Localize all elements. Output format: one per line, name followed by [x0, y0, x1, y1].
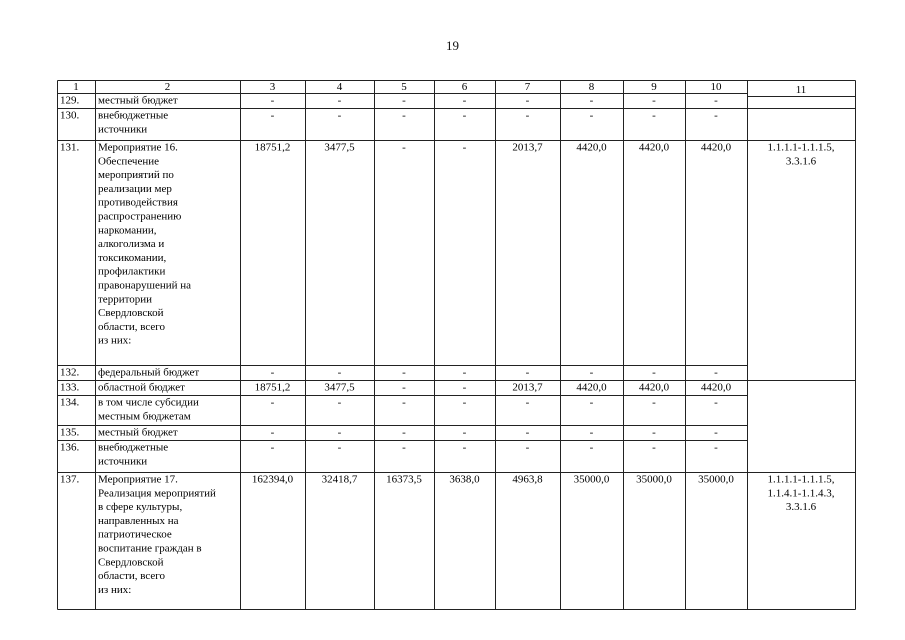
row-number: 130. — [60, 109, 80, 122]
target-indicator: 3.3.1.6 — [785, 501, 817, 514]
header-cell-8: 8 — [588, 81, 595, 93]
value-cell-col-4: - — [337, 94, 342, 107]
row-number: 129. — [60, 94, 80, 107]
value-cell-col-3: 162394,0 — [251, 473, 294, 486]
value-cell-col-7: - — [525, 366, 530, 379]
value-cell-col-6: - — [462, 366, 467, 379]
value-cell-col-9: - — [652, 426, 656, 439]
target-indicator: 1.1.1.1-1.1.1.5, — [767, 473, 835, 486]
value-cell-col-8: - — [589, 109, 594, 122]
row-name-line: из них: — [98, 334, 132, 347]
value-cell-col-5: - — [402, 426, 406, 439]
value-cell-col-4: 3477,5 — [324, 141, 355, 154]
value-cell-col-10: 35000,0 — [698, 473, 734, 486]
row-name-line: профилактики — [98, 265, 166, 278]
value-cell-col-7: 2013,7 — [512, 381, 543, 394]
row-name-line: области, всего — [98, 570, 166, 583]
value-cell-col-3: - — [270, 109, 275, 122]
value-cell-col-7: - — [525, 426, 530, 439]
value-cell-col-4: - — [337, 366, 342, 379]
row-name-line: воспитание граждан в — [98, 542, 202, 555]
value-cell-col-6: 3638,0 — [449, 473, 480, 486]
header-cell-3: 3 — [269, 81, 276, 93]
row-name-line: Свердловской — [98, 307, 164, 320]
row-name-line: местный бюджет — [98, 426, 178, 439]
value-cell-col-10: - — [714, 366, 718, 379]
row-name-line: источники — [98, 455, 148, 468]
value-cell-col-6: - — [462, 441, 467, 454]
value-cell-col-4: - — [337, 396, 342, 409]
row-name-line: местный бюджет — [98, 94, 178, 107]
value-cell-col-10: 4420,0 — [700, 141, 732, 154]
value-cell-col-3: - — [270, 366, 275, 379]
row-name-line: внебюджетные — [98, 109, 169, 122]
value-cell-col-5: - — [402, 396, 406, 409]
value-cell-col-10: - — [714, 109, 718, 122]
value-cell-col-5: - — [402, 441, 406, 454]
value-cell-col-5: - — [402, 366, 406, 379]
row-name-line: в том числе субсидии — [98, 396, 199, 409]
value-cell-col-9: - — [652, 366, 656, 379]
row-name-line: токсикомании, — [98, 251, 167, 264]
value-cell-col-7: - — [525, 396, 530, 409]
row-number: 136. — [60, 441, 80, 454]
value-cell-col-8: - — [589, 426, 594, 439]
row-name-line: в сфере культуры, — [98, 501, 183, 514]
value-cell-col-4: 32418,7 — [321, 473, 358, 486]
row-number: 132. — [60, 366, 80, 379]
row-name-line: местным бюджетам — [98, 410, 191, 423]
value-cell-col-3: - — [270, 426, 275, 439]
value-cell-col-3: - — [270, 396, 275, 409]
row-name-line: Свердловской — [98, 556, 164, 569]
value-cell-col-3: 18751,2 — [254, 141, 291, 154]
row-name-line: направленных на — [98, 514, 179, 527]
header-cell-7: 7 — [524, 81, 531, 93]
row-name-line: противодействия — [98, 196, 178, 209]
value-cell-col-10: - — [714, 441, 718, 454]
value-cell-col-6: - — [462, 426, 467, 439]
value-cell-col-4: - — [337, 441, 342, 454]
row-number: 131. — [60, 141, 80, 154]
row-name-line: правонарушений на — [98, 279, 192, 292]
value-cell-col-8: 4420,0 — [576, 381, 607, 394]
value-cell-col-8: 4420,0 — [576, 141, 607, 154]
header-cell-11: 11 — [795, 84, 807, 96]
row-number: 135. — [60, 426, 80, 439]
header-cell-9: 9 — [651, 81, 657, 93]
value-cell-col-8: - — [589, 441, 594, 454]
value-cell-col-10: - — [714, 396, 718, 409]
value-cell-col-4: 3477,5 — [324, 381, 355, 394]
value-cell-col-6: - — [462, 396, 467, 409]
value-cell-col-8: - — [589, 366, 594, 379]
row-name-line: алкоголизма и — [98, 238, 165, 251]
value-cell-col-9: 4420,0 — [638, 381, 670, 394]
row-name-line: территории — [98, 293, 153, 306]
value-cell-col-3: - — [270, 441, 275, 454]
row-name-line: наркомании, — [98, 224, 157, 237]
value-cell-col-5: - — [402, 109, 406, 122]
value-cell-col-10: - — [714, 426, 718, 439]
row-name-line: Мероприятие 17. — [98, 473, 178, 486]
row-name-line: Реализация мероприятий — [98, 487, 216, 500]
row-name-line: Мероприятие 16. — [98, 141, 178, 154]
header-cell-4: 4 — [336, 81, 343, 93]
header-cell-1: 1 — [73, 81, 79, 93]
header-cell-5: 5 — [401, 81, 407, 93]
value-cell-col-7: 2013,7 — [512, 141, 543, 154]
value-cell-col-8: - — [589, 396, 594, 409]
value-cell-col-3: 18751,2 — [254, 381, 291, 394]
row-name-line: распространению — [98, 210, 182, 223]
value-cell-col-8: - — [589, 94, 594, 107]
value-cell-col-9: - — [652, 109, 656, 122]
row-name-line: из них: — [98, 583, 132, 596]
row-name-line: источники — [98, 123, 148, 136]
row-name-line: области, всего — [98, 320, 166, 333]
row-name-line: патриотическое — [98, 528, 172, 541]
value-cell-col-6: - — [462, 109, 467, 122]
value-cell-col-5: - — [402, 381, 406, 394]
value-cell-col-7: - — [525, 94, 530, 107]
value-cell-col-5: - — [402, 94, 406, 107]
row-number: 137. — [60, 473, 80, 486]
row-name-line: Обеспечение — [98, 155, 159, 168]
row-name-line: областной бюджет — [98, 381, 185, 394]
value-cell-col-9: 35000,0 — [636, 473, 672, 486]
row-number: 134. — [60, 396, 80, 409]
target-indicator: 1.1.4.1-1.1.4.3, — [767, 487, 835, 500]
page-number: 19 — [446, 38, 459, 53]
header-cell-6: 6 — [461, 81, 468, 93]
value-cell-col-5: - — [402, 141, 406, 154]
value-cell-col-10: 4420,0 — [700, 381, 732, 394]
value-cell-col-6: - — [462, 141, 467, 154]
value-cell-col-3: - — [270, 94, 275, 107]
value-cell-col-9: - — [652, 441, 656, 454]
row-name-line: федеральный бюджет — [98, 366, 200, 379]
row-name-line: внебюджетные — [98, 441, 169, 454]
value-cell-col-9: - — [652, 396, 656, 409]
target-indicator: 3.3.1.6 — [785, 155, 817, 168]
row-number: 133. — [60, 381, 80, 394]
value-cell-col-8: 35000,0 — [573, 473, 610, 486]
row-name-line: реализации мер — [98, 182, 172, 195]
value-cell-col-6: - — [462, 381, 467, 394]
value-cell-col-9: 4420,0 — [638, 141, 670, 154]
target-indicator: 1.1.1.1-1.1.1.5, — [767, 141, 835, 154]
header-cell-2: 2 — [164, 81, 171, 93]
value-cell-col-4: - — [337, 109, 342, 122]
header-cell-10: 10 — [710, 81, 722, 93]
value-cell-col-6: - — [462, 94, 467, 107]
value-cell-col-5: 16373,5 — [386, 473, 422, 486]
value-cell-col-9: - — [652, 94, 656, 107]
value-cell-col-7: - — [525, 441, 530, 454]
value-cell-col-7: 4963,8 — [512, 473, 543, 486]
value-cell-col-4: - — [337, 426, 342, 439]
budget-table — [57, 80, 857, 620]
row-name-line: мероприятий по — [98, 169, 174, 182]
value-cell-col-10: - — [714, 94, 718, 107]
value-cell-col-7: - — [525, 109, 530, 122]
